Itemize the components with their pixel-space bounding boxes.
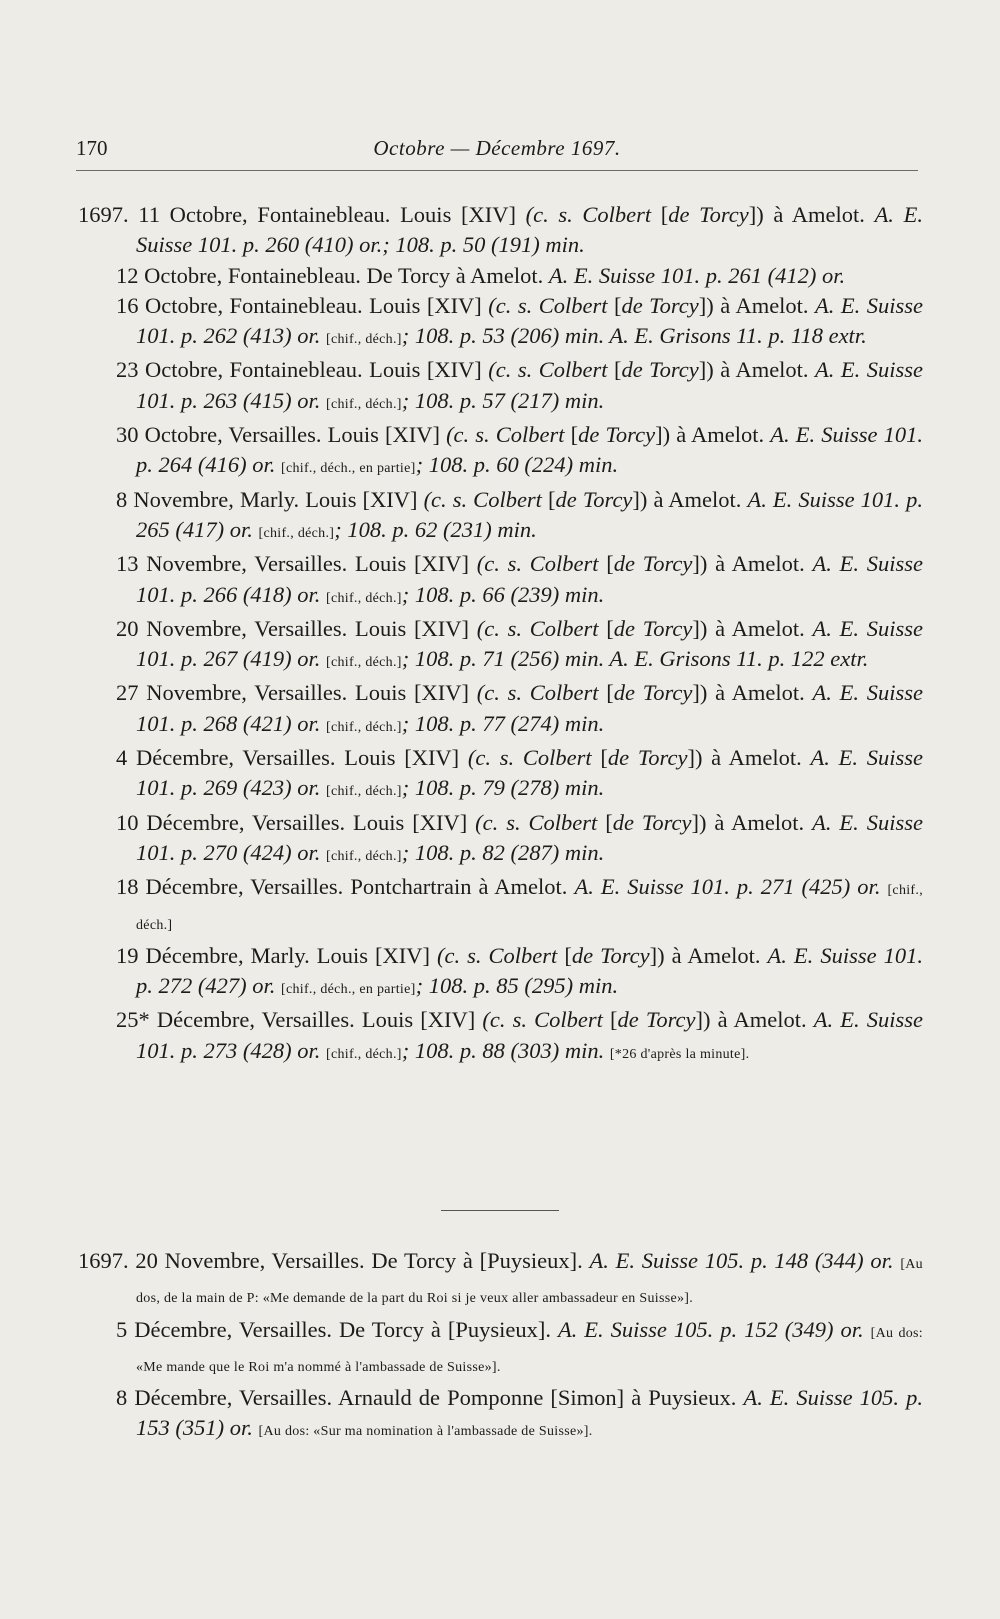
- entry-text: 1697. 11 Octobre, Fontainebleau. Louis [XIV]: [78, 202, 526, 227]
- entry-text: A. E. Suisse 101. p. 273 (428) or.: [136, 1007, 923, 1063]
- entry-text: A. E. Suisse 101. p. 264 (416) or.: [136, 422, 923, 478]
- entry-text: A. E. Suisse 105. p. 148 (344) or.: [589, 1248, 901, 1273]
- entry-text: 30 Octobre, Versailles. Louis [XIV]: [116, 422, 447, 448]
- page-number: 170: [76, 136, 108, 160]
- entry-text: (c. s. Colbert: [475, 809, 606, 835]
- list-item: [78, 420, 923, 485]
- entry-text: A. E. Suisse 101. p. 265 (417) or.: [136, 486, 923, 542]
- entry-text: [Au dos, de la main de P: «Me demande de la part du Roi si je veux aller ambassadeur en Suisse»].: [136, 1257, 923, 1307]
- entry-text: de Torcy: [621, 357, 699, 383]
- list-item: [78, 678, 923, 743]
- list-item: [78, 200, 923, 261]
- list-item: [78, 1246, 923, 1315]
- entry-text: [chif., déch.]: [326, 784, 402, 800]
- running-title: Octobre — Décembre 1697.: [373, 136, 621, 160]
- entry-text: [: [600, 745, 608, 771]
- entry-text: [: [564, 942, 572, 968]
- entry-text: A. E. Suisse 101. p. 260 (410) or.; 108. p. 50 (191) min.: [136, 202, 923, 258]
- entry-text: ]) à Amelot.: [692, 680, 813, 706]
- entry-text: [chif., déch.]: [326, 332, 402, 348]
- list-item: [78, 941, 923, 1006]
- entry-text: [chif., déch.]: [326, 655, 402, 671]
- entry-text: (c. s. Colbert: [467, 745, 601, 771]
- entry-text: [: [548, 486, 556, 512]
- entry-text: (c. s. Colbert: [437, 942, 565, 968]
- entry-text: 20 Novembre, Versailles. Louis [XIV]: [116, 615, 477, 641]
- list-item: [78, 485, 923, 550]
- entry-text: (c. s. Colbert: [423, 486, 549, 512]
- entry-text: ]) à Amelot.: [692, 615, 813, 641]
- entry-text: 27 Novembre, Versailles. Louis [XIV]: [116, 680, 477, 706]
- entry-text: A. E. Suisse 101. p. 272 (427) or.: [136, 942, 923, 999]
- entry-text: A. E. Suisse 101. p. 269 (423) or.: [136, 745, 923, 801]
- entry-text: [Au dos: «Me mande que le Roi m'a nommé à l'ambassade de Suisse»].: [136, 1325, 923, 1375]
- entry-text: A. E. Suisse 101. p. 262 (413) or.: [136, 292, 923, 349]
- entry-text: ; 108. p. 53 (206) min. A. E. Grisons 11. p. 118 extr.: [401, 323, 867, 349]
- entry-text: ]) à Amelot.: [698, 357, 816, 383]
- entry-text: 13 Novembre, Versailles. Louis [XIV]: [116, 551, 477, 577]
- entry-text: 1697. 20 Novembre, Versailles. De Torcy à [Puysieux].: [78, 1248, 590, 1273]
- list-item: [78, 1383, 923, 1448]
- entry-text: [: [613, 357, 622, 383]
- entry-text: ; 108. p. 60 (224) min.: [415, 452, 619, 478]
- entry-text: [chif., déch.]: [326, 1046, 402, 1062]
- entry-text: ]) à Amelot.: [692, 551, 813, 577]
- entry-text: [chif., déch.]: [136, 883, 923, 933]
- entry-text: ]) à Amelot.: [691, 809, 813, 835]
- entry-text: 8 Décembre, Versailles. Arnauld de Pomponne [Simon] à Puysieux.: [116, 1385, 744, 1411]
- list-item: [78, 355, 923, 420]
- entry-text: ]) à Amelot.: [748, 202, 875, 227]
- entry-text: de Torcy: [613, 615, 693, 641]
- entry-text: [: [610, 1007, 618, 1033]
- entry-text: A. E. Suisse 105. p. 153 (351) or.: [136, 1385, 923, 1441]
- entry-text: (c. s. Colbert: [482, 1007, 611, 1033]
- entry-text: (c. s. Colbert: [476, 615, 607, 641]
- entry-text: ; 108. p. 77 (274) min.: [401, 710, 605, 736]
- entry-text: (c. s. Colbert: [446, 422, 571, 448]
- entry-text: ; 108. p. 82 (287) min.: [401, 839, 605, 865]
- entry-text: [chif., déch.]: [326, 396, 402, 412]
- entry-text: ]) à Amelot.: [695, 1007, 814, 1033]
- entry-text: A. E. Suisse 101. p. 261 (412) or.: [548, 262, 846, 288]
- entry-text: de Torcy: [555, 486, 633, 512]
- entry-text: [chif., déch., en partie]: [281, 982, 416, 998]
- entry-text: [*26 d'après la minute].: [609, 1046, 750, 1062]
- entry-text: de Torcy: [617, 1007, 696, 1033]
- entry-text: ; 108. p. 79 (278) min.: [401, 775, 605, 801]
- entry-text: ; 108. p. 66 (239) min.: [401, 581, 605, 607]
- entry-text: 18 Décembre, Versailles. Pontchartrain à Amelot.: [116, 874, 575, 900]
- entry-text: ]) à Amelot.: [698, 292, 816, 318]
- entry-text: 19 Décembre, Marly. Louis [XIV]: [116, 942, 438, 968]
- entry-text: de Torcy: [668, 202, 749, 227]
- list-item: [78, 614, 923, 679]
- entry-text: de Torcy: [621, 292, 699, 318]
- correspondence-list-puysieux: [78, 1246, 923, 1448]
- entry-text: de Torcy: [571, 942, 650, 968]
- list-item: [78, 261, 923, 291]
- entry-text: (c. s. Colbert: [476, 680, 607, 706]
- entry-text: [: [606, 551, 614, 577]
- entry-text: de Torcy: [578, 422, 656, 448]
- section-separator: [441, 1210, 559, 1211]
- entry-text: 16 Octobre, Fontainebleau. Louis [XIV]: [116, 292, 489, 318]
- entry-text: ; 108. p. 71 (256) min. A. E. Grisons 11. p. 122 extr.: [401, 646, 869, 672]
- entry-text: [: [606, 615, 614, 641]
- entry-text: [chif., déch., en partie]: [281, 461, 416, 477]
- entry-text: 12 Octobre, Fontainebleau. De Torcy à Amelot.: [116, 262, 549, 288]
- entry-text: ; 108. p. 57 (217) min.: [401, 387, 605, 413]
- list-item: [78, 291, 923, 356]
- entry-text: ]) à Amelot.: [655, 422, 771, 448]
- entry-text: A. E. Suisse 101. p. 270 (424) or.: [136, 809, 923, 865]
- page-header: [76, 136, 918, 170]
- entry-text: [chif., déch.]: [326, 848, 402, 864]
- correspondence-list-amelot: [78, 200, 923, 1070]
- entry-text: [chif., déch.]: [326, 590, 402, 606]
- entry-text: [chif., déch.]: [326, 719, 402, 735]
- entry-text: ; 108. p. 62 (231) min.: [334, 516, 537, 542]
- entry-text: A. E. Suisse 101. p. 263 (415) or.: [136, 357, 923, 413]
- entry-text: ; 108. p. 88 (303) min.: [401, 1037, 610, 1063]
- entry-text: [: [660, 202, 669, 227]
- entry-text: [: [613, 292, 622, 318]
- entry-text: de Torcy: [612, 809, 692, 835]
- list-item: [78, 808, 923, 873]
- entry-text: de Torcy: [613, 551, 693, 577]
- entry-text: A. E. Suisse 101. p. 271 (425) or.: [574, 874, 888, 900]
- entry-text: ; 108. p. 85 (295) min.: [415, 973, 619, 999]
- entry-text: 4 Décembre, Versailles. Louis [XIV]: [116, 745, 468, 771]
- header-rule: [76, 170, 918, 171]
- entry-text: ]) à Amelot.: [649, 942, 768, 968]
- entry-text: ]) à Amelot.: [632, 486, 748, 512]
- entry-text: 25* Décembre, Versailles. Louis [XIV]: [116, 1007, 483, 1033]
- entry-text: [chif., déch.]: [258, 525, 335, 541]
- entry-text: A. E. Suisse 101. p. 267 (419) or.: [136, 615, 923, 672]
- entry-text: [: [606, 680, 614, 706]
- entry-text: 5 Décembre, Versailles. De Torcy à [Puysieux].: [116, 1316, 558, 1342]
- entry-text: de Torcy: [607, 745, 688, 771]
- list-item: [78, 549, 923, 614]
- entry-text: [: [570, 422, 579, 448]
- list-item: [78, 872, 923, 941]
- entry-text: (c. s. Colbert: [488, 292, 614, 318]
- entry-text: 23 Octobre, Fontainebleau. Louis [XIV]: [116, 357, 489, 383]
- entry-text: ]) à Amelot.: [687, 745, 811, 771]
- entry-text: A. E. Suisse 101. p. 268 (421) or.: [136, 680, 923, 736]
- entry-text: A. E. Suisse 101. p. 266 (418) or.: [136, 551, 923, 607]
- list-item: [78, 1005, 923, 1070]
- list-item: [78, 743, 923, 808]
- entry-text: de Torcy: [613, 680, 693, 706]
- entry-text: [: [605, 809, 613, 835]
- entry-text: 8 Novembre, Marly. Louis [XIV]: [116, 486, 424, 512]
- entry-text: [Au dos: «Sur ma nomination à l'ambassade de Suisse»].: [258, 1424, 593, 1440]
- entry-text: (c. s. Colbert: [488, 357, 614, 383]
- entry-text: A. E. Suisse 105. p. 152 (349) or.: [557, 1316, 871, 1342]
- list-item: [78, 1315, 923, 1384]
- entry-text: (c. s. Colbert: [476, 551, 607, 577]
- entry-text: (c. s. Colbert: [525, 202, 661, 227]
- entry-text: 10 Décembre, Versailles. Louis [XIV]: [116, 809, 476, 835]
